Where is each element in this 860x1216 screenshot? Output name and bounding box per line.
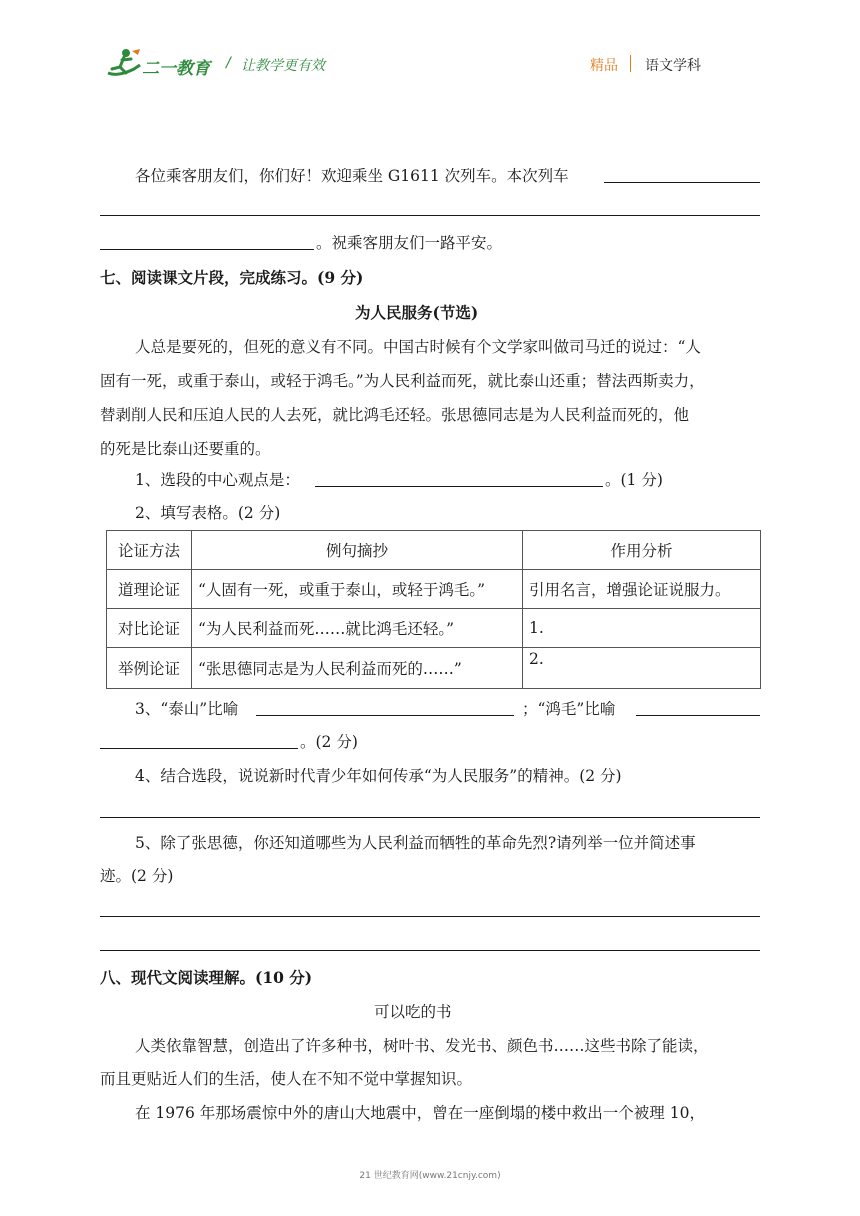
table-cell: 引用名言，增强论证说服力。 [523, 570, 761, 609]
answer-blank[interactable] [100, 249, 314, 250]
header-slogan: 让教学更有效 [241, 58, 325, 74]
subject-label: 语文学科 [645, 58, 701, 74]
table-cell: “张思德同志是为人民利益而死的……” [192, 648, 523, 689]
table-header: 论证方法 [107, 531, 192, 570]
passage-line: 替剥削人民和压迫人民的人去死，就比鸿毛还轻。张思德同志是为人民利益而死的，他 [100, 406, 690, 424]
passage-line: 人类依靠智慧，创造出了许多种书，树叶书、发光书、颜色书……这些书除了能读， [135, 1037, 709, 1055]
answer-blank[interactable] [636, 715, 760, 716]
question-1: 1、选段的中心观点是： [135, 471, 300, 489]
table-cell[interactable]: 1. [523, 609, 761, 648]
passage-line: 的死是比泰山还要重的。 [100, 440, 271, 458]
answer-blank[interactable] [604, 182, 760, 183]
answer-blank[interactable] [100, 950, 760, 951]
logo [104, 47, 224, 81]
table-row [107, 570, 761, 609]
table-row [107, 609, 761, 648]
passage-title: 为人民服务(节选) [355, 303, 479, 322]
page-footer: 21 世纪教育网(www.21cnjy.com) [359, 1171, 501, 1181]
answer-blank[interactable] [256, 715, 514, 716]
table-cell: “为人民利益而死……就比鸿毛还轻。” [192, 609, 523, 648]
passage-line: 而且更贴近人们的生活，使人在不知不觉中掌握知识。 [100, 1070, 473, 1088]
table-row [107, 648, 761, 689]
table-cell: 举例论证 [107, 648, 192, 689]
question-4: 4、结合选段，说说新时代青少年如何传承“为人民服务”的精神。(2 分) [135, 767, 622, 785]
passage-line: 人总是要死的，但死的意义有不同。中国古时候有个文学家叫做司马迁的说过：“人 [135, 338, 701, 356]
answer-blank[interactable] [100, 817, 760, 818]
header-divider [630, 55, 631, 72]
answer-blank[interactable] [315, 486, 603, 487]
brand-name: 二一教育 [142, 59, 210, 79]
table-header: 作用分析 [523, 531, 761, 570]
table-cell: 道理论证 [107, 570, 192, 609]
question-2: 2、填写表格。(2 分) [135, 504, 281, 522]
quality-badge: 精品 [590, 58, 618, 74]
table-cell: “人固有一死，或重于泰山，或轻于鸿毛。” [192, 570, 523, 609]
runner-logo-icon [104, 47, 144, 81]
answer-blank[interactable] [100, 748, 298, 749]
announcement-ending: 。祝乘客朋友们一路平安。 [316, 234, 503, 252]
passage-line: 固有一死，或重于泰山，或轻于鸿毛。”为人民利益而死，就比泰山还重；替法西斯卖力， [100, 372, 705, 390]
answer-blank[interactable] [100, 215, 760, 216]
question-5-cont: 迹。(2 分) [100, 867, 174, 885]
section-heading: 八、现代文阅读理解。(10 分) [100, 968, 313, 987]
argument-table [106, 530, 761, 689]
header [0, 0, 860, 90]
announcement-line: 各位乘客朋友们，你们好！欢迎乘坐 G1611 次列车。本次列车 [135, 167, 569, 185]
answer-blank[interactable] [100, 916, 760, 917]
question-3-points: 。(2 分) [300, 733, 358, 751]
table-header-row [107, 531, 761, 570]
question-5: 5、除了张思德，你还知道哪些为人民利益而牺牲的革命先烈?请列举一位并简述事 [135, 834, 696, 852]
question-1-points: 。(1 分) [605, 471, 663, 489]
table-cell[interactable]: 2. [523, 648, 761, 689]
question-3-middle: ；“鸿毛”比喻 [522, 700, 616, 718]
table-cell: 对比论证 [107, 609, 192, 648]
passage-title: 可以吃的书 [374, 1003, 452, 1021]
table-header: 例句摘抄 [192, 531, 523, 570]
slogan-separator: / [226, 55, 231, 71]
section-heading: 七、阅读课文片段，完成练习。(9 分) [100, 268, 364, 287]
passage-line: 在 1976 年那场震惊中外的唐山大地震中，曾在一座倒塌的楼中救出一个被理 10， [135, 1104, 705, 1122]
question-3: 3、“泰山”比喻 [135, 700, 239, 718]
